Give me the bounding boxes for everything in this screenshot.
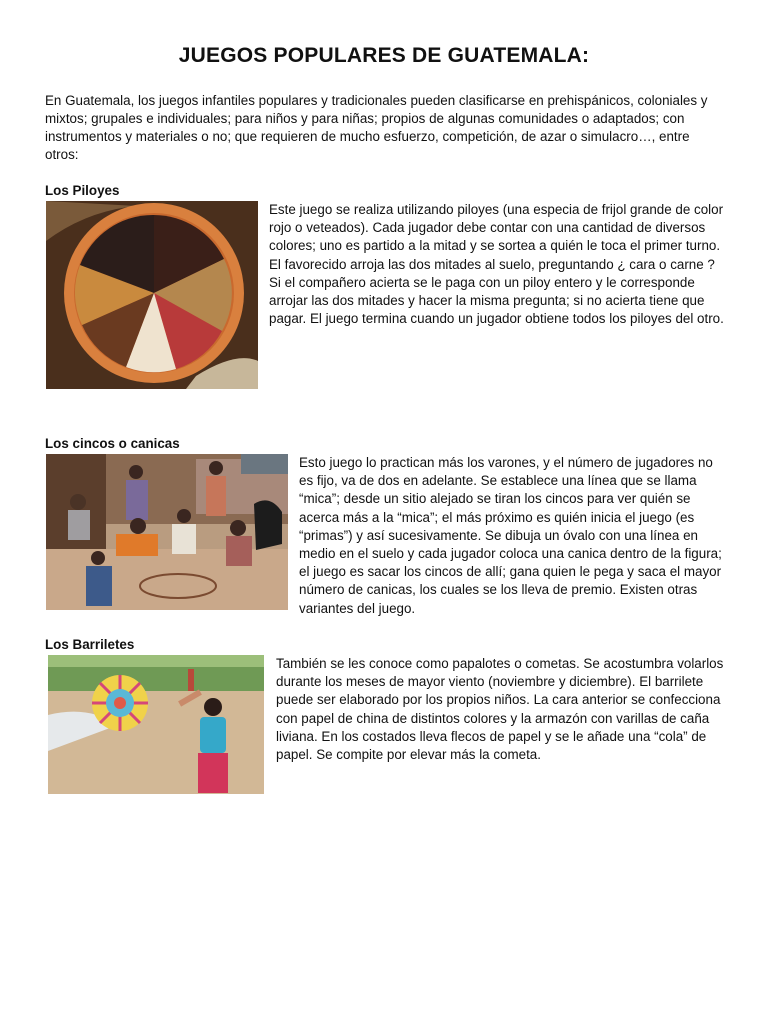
page-title: JUEGOS POPULARES DE GUATEMALA: — [178, 44, 590, 67]
section-text-barriletes: También se les conoce como papalotes o cometas. Se acostumbra volarlos durante los meses de mayor viento (noviembre y diciembre). El barrilete puede ser elaborado por los propios niños. La cara anterior se confecciona con papel de china de distintos colores y la armazón con varillas de caña liviana. En los costados lleva flecos de papel y se le añade una “cola” de papel. Se compite por elevar más la cometa. — [276, 656, 724, 763]
section-text-piloyes: Este juego se realiza utilizando piloyes (una especia de frijol grande de color rojo o veteados). Cada jugador debe contar con una cantidad de diversos colores; uno es partido a la mitad y se sortea a quién le toca el primer turno. El favorecido arroja las dos mitades al suelo, preguntando ¿ cara o carne ? Si el compañero acierta se le paga con un piloy entero y le corresponde arrojar las dos mitades y hacer la misma pregunta; si no acierta tiene que pagar. El juego termina cuando un jugador obtiene todos los piloyes del otro. — [269, 202, 724, 327]
section-heading-canicas: Los cincos o canicas — [45, 436, 180, 451]
section-text-canicas: Esto juego lo practican más los varones, y el número de jugadores no es fijo, va de dos en adelante. Se establece una línea que se llama “mica”; desde un sitio alejado se tiran los cincos para ver quién se acerca más a la “mica”; el más próximo es quién inicia el juego (es “primas”) y así sucesivamente. Se dibuja un óvalo con una línea en medio en el suelo y cada jugador coloca una canica dentro de la figura; el juego es sacar los cincos de allí; gana quien le pega y saca el mayor número de canicas, los cuales se los lleva de premio. Existen otras variantes del juego. — [299, 455, 722, 616]
section-heading-piloyes: Los Piloyes — [45, 183, 120, 198]
piloyes-photo — [46, 201, 258, 389]
section-heading-barriletes: Los Barriletes — [45, 637, 135, 652]
intro-paragraph: En Guatemala, los juegos infantiles populares y tradicionales pueden clasificarse en prehispánicos, coloniales y mixtos; grupales e individuales; para niños y para niñas; propios de algunas comunidades o adaptados; con instrumentos y materiales o no; que requieren de mucho esfuerzo, competición, de azar o simulacro…, entre otros: — [45, 93, 708, 162]
barriletes-photo — [48, 655, 264, 794]
canicas-photo — [46, 454, 288, 610]
